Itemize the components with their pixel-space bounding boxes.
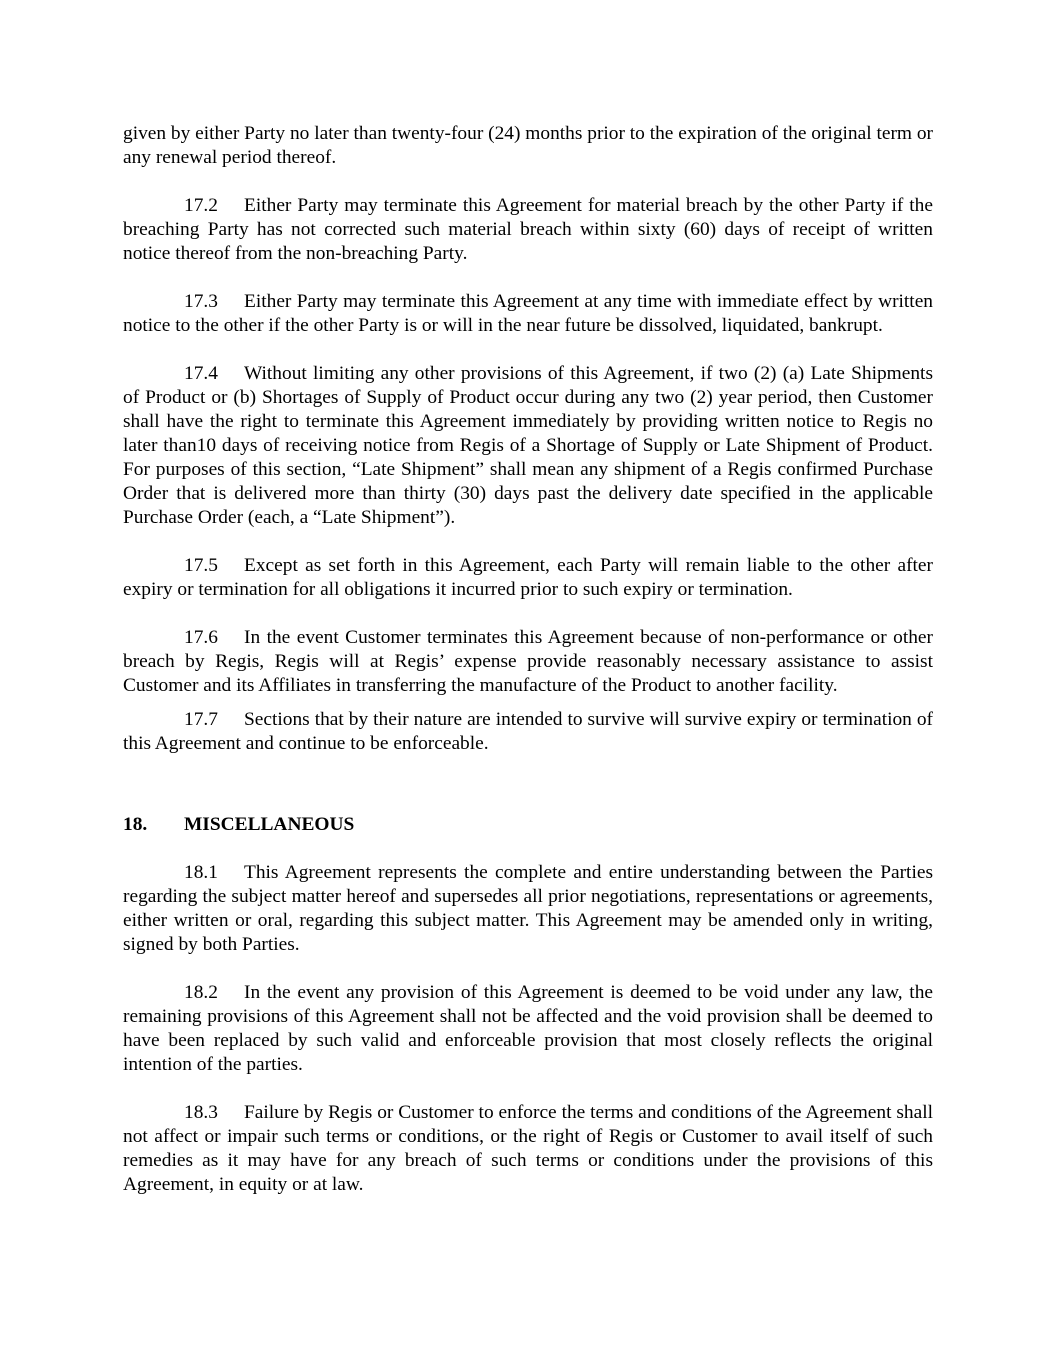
continuation-paragraph: given by either Party no later than twenty-four (24) months prior to the expiration of the original term or any renewal period thereof. <box>123 123 933 168</box>
section-number: 17.7 <box>184 709 218 730</box>
section-text: Except as set forth in this Agreement, each Party will remain liable to the other after expiry or termination for all obligations it incurred prior to such expiry or termination. <box>123 555 933 600</box>
section-number: 17.4 <box>184 363 218 384</box>
heading-number: 18. <box>123 814 148 835</box>
section-number: 18.1 <box>184 862 218 883</box>
section-number: 17.6 <box>184 627 218 648</box>
section-text: This Agreement represents the complete and entire understanding between the Parties regarding the subject matter hereof and supersedes all prior negotiations, representations or agreements, either written or oral, regarding this subject matter. This Agreement may be amended only in writing, signed by both Parties. <box>123 862 933 955</box>
section-number: 17.2 <box>184 195 218 216</box>
heading-title: MISCELLANEOUS <box>184 814 355 835</box>
section-number: 18.3 <box>184 1102 218 1123</box>
section-17-2 <box>123 194 933 266</box>
section-number: 17.3 <box>184 291 218 312</box>
section-18-3 <box>123 1101 933 1197</box>
section-text: In the event any provision of this Agreement is deemed to be void under any law, the remaining provisions of this Agreement shall not be affected and the void provision shall be deemed to have been replaced by such valid and enforceable provision that most closely reflects the original intention of the parties. <box>123 982 933 1075</box>
section-text: Failure by Regis or Customer to enforce the terms and conditions of the Agreement shall not affect or impair such terms or conditions, or the right of Regis or Customer to avail itself of such remedies as it may have for any breach of such terms or conditions under the provisions of this Agreement, in equity or at law. <box>123 1102 933 1195</box>
section-text: Without limiting any other provisions of this Agreement, if two (2) (a) Late Shipments of Product or (b) Shortages of Supply of Product occur during any two (2) year period, then Customer shall have the right to terminate this Agreement immediately by providing written notice to Regis no later than10 days of receiving notice from Regis of a Shortage of Supply or Late Shipment of Product. For purposes of this section, “Late Shipment” shall mean any shipment of a Regis confirmed Purchase Order that is delivered more than thirty (30) days past the delivery date specified in the applicable Purchase Order (each, a “Late Shipment”). <box>123 363 933 528</box>
section-17-6 <box>123 626 933 698</box>
section-17-4 <box>123 362 933 530</box>
section-number: 18.2 <box>184 982 218 1003</box>
section-18-2 <box>123 981 933 1077</box>
document-page <box>123 122 933 1197</box>
section-text: Sections that by their nature are intended to survive will survive expiry or termination of this Agreement and continue to be enforceable. <box>123 709 933 754</box>
section-text: Either Party may terminate this Agreement at any time with immediate effect by written notice to the other if the other Party is or will in the near future be dissolved, liquidated, bankrupt. <box>123 291 933 336</box>
section-18-1 <box>123 861 933 957</box>
section-text: In the event Customer terminates this Agreement because of non-performance or other breach by Regis, Regis will at Regis’ expense provide reasonably necessary assistance to assist Customer and its Affiliates in transferring the manufacture of the Product to another facility. <box>123 627 933 696</box>
section-17-5 <box>123 554 933 602</box>
section-text: Either Party may terminate this Agreement for material breach by the other Party if the breaching Party has not corrected such material breach within sixty (60) days of receipt of written notice thereof from the non-breaching Party. <box>123 195 933 264</box>
section-17-7 <box>123 708 933 756</box>
section-heading-18 <box>123 813 933 837</box>
section-number: 17.5 <box>184 555 218 576</box>
section-17-3 <box>123 290 933 338</box>
